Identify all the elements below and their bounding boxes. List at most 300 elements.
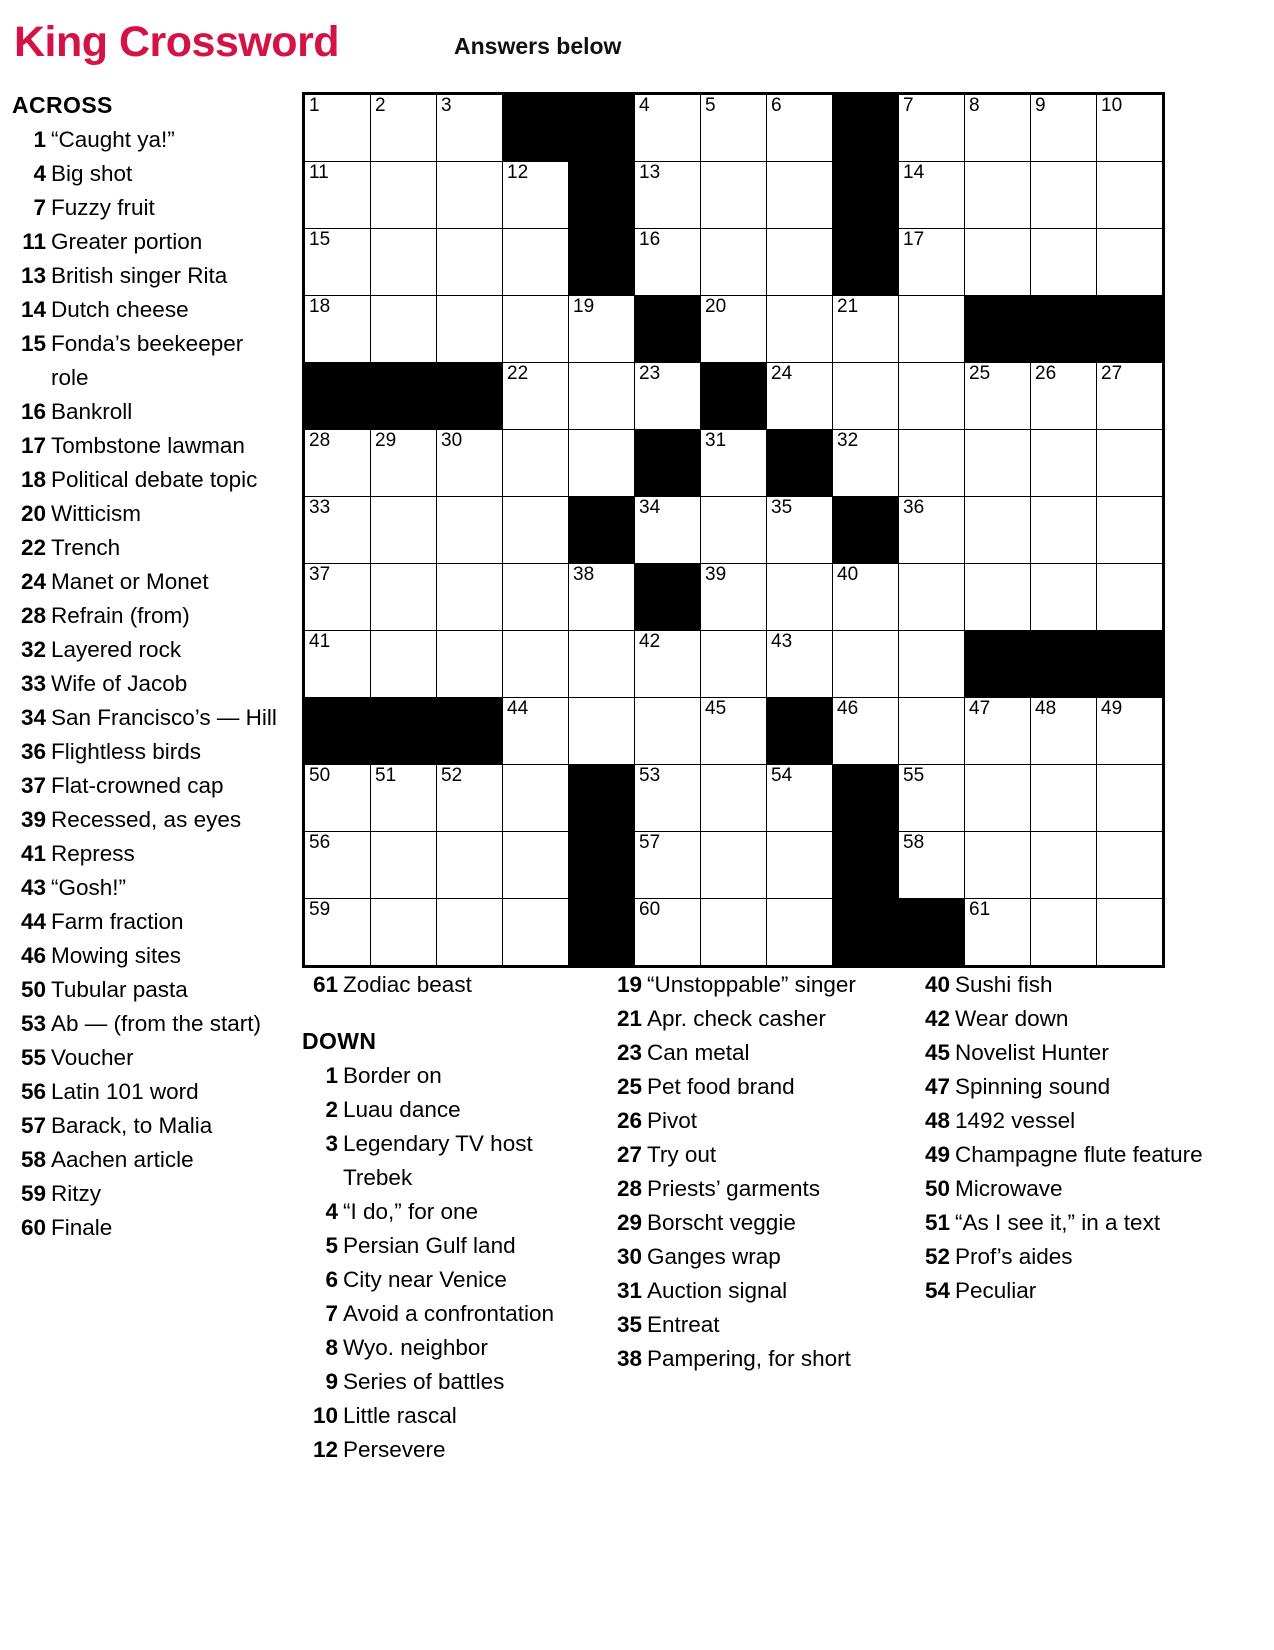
grid-cell[interactable] (371, 765, 437, 832)
grid-cell[interactable] (437, 899, 503, 967)
clue-item (914, 1036, 1214, 1070)
grid-cell[interactable] (1097, 497, 1164, 564)
grid-cell[interactable] (701, 631, 767, 698)
clue-number: 59 (20, 1181, 46, 1206)
grid-cell[interactable] (1097, 94, 1164, 162)
grid-cell[interactable] (701, 899, 767, 967)
grid-cell[interactable] (503, 162, 569, 229)
clue-number: 14 (20, 297, 46, 322)
clue-item (302, 1059, 598, 1093)
grid-cell[interactable] (833, 296, 899, 363)
clue-item (606, 1002, 906, 1036)
grid-cell[interactable] (1031, 564, 1097, 631)
grid-cell[interactable] (437, 564, 503, 631)
grid-row (304, 430, 1164, 497)
grid-cell[interactable] (1097, 899, 1164, 967)
grid-row (304, 162, 1164, 229)
grid-cell-number: 23 (639, 363, 661, 384)
grid-cell-number: 51 (375, 765, 397, 786)
grid-cell[interactable] (833, 631, 899, 698)
grid-row (304, 229, 1164, 296)
grid-cell-number: 29 (375, 430, 397, 451)
clue-item (12, 837, 284, 871)
clue-item (606, 1104, 906, 1138)
grid-cell[interactable] (701, 497, 767, 564)
clue-item (914, 1002, 1214, 1036)
grid-cell[interactable] (899, 832, 965, 899)
grid-cell[interactable] (503, 430, 569, 497)
grid-cell[interactable] (437, 631, 503, 698)
clue-text: Series of battles (343, 1369, 505, 1394)
grid-cell[interactable] (437, 296, 503, 363)
grid-cell[interactable] (371, 296, 437, 363)
clue-number: 23 (616, 1040, 642, 1065)
clue-item (12, 701, 284, 735)
grid-cell[interactable] (371, 94, 437, 162)
grid-cell-block (569, 94, 635, 162)
clue-text: Try out (647, 1142, 717, 1167)
grid-cell-block (304, 698, 371, 765)
clue-item (12, 565, 284, 599)
grid-cell-number: 53 (639, 765, 661, 786)
down-clue-list-part3 (914, 968, 1214, 1308)
grid-cell[interactable] (1097, 832, 1164, 899)
grid-cell-number: 57 (639, 832, 661, 853)
bottom-column-2 (606, 968, 914, 1467)
grid-cell[interactable] (569, 296, 635, 363)
grid-cell-number: 60 (639, 899, 661, 920)
clue-item (302, 1399, 598, 1433)
grid-cell[interactable] (1031, 430, 1097, 497)
clue-item (302, 1195, 598, 1229)
clue-item (302, 1093, 598, 1127)
grid-cell[interactable] (635, 497, 701, 564)
grid-cell[interactable] (371, 430, 437, 497)
clue-text: Flat-crowned cap (51, 773, 224, 798)
clue-item (12, 497, 284, 531)
grid-cell[interactable] (701, 564, 767, 631)
clue-item (914, 1240, 1214, 1274)
bottom-clue-columns (302, 968, 1262, 1467)
grid-cell-number: 33 (309, 497, 331, 518)
grid-cell[interactable] (371, 564, 437, 631)
clue-item (12, 531, 284, 565)
grid-cell[interactable] (371, 631, 437, 698)
grid-cell[interactable] (304, 631, 371, 698)
grid-cell[interactable] (965, 765, 1031, 832)
grid-cell[interactable] (1097, 430, 1164, 497)
grid-cell[interactable] (767, 832, 833, 899)
clue-number: 21 (616, 1006, 642, 1031)
clue-text: Priests’ garments (647, 1176, 820, 1201)
clue-item (914, 968, 1214, 1002)
grid-cell[interactable] (701, 296, 767, 363)
clue-item (302, 1127, 598, 1195)
grid-cell-number: 43 (771, 631, 793, 652)
clue-item (914, 1070, 1214, 1104)
grid-cell[interactable] (569, 564, 635, 631)
grid-cell[interactable] (701, 162, 767, 229)
grid-cell-number: 8 (969, 95, 980, 116)
grid-cell[interactable] (635, 229, 701, 296)
clue-item (302, 1331, 598, 1365)
grid-cell[interactable] (1031, 363, 1097, 430)
grid-cell-number: 44 (507, 698, 529, 719)
grid-cell[interactable] (371, 899, 437, 967)
grid-cell[interactable] (437, 765, 503, 832)
grid-cell[interactable] (965, 363, 1031, 430)
clue-item (12, 871, 284, 905)
clue-item (12, 259, 284, 293)
grid-cell[interactable] (965, 832, 1031, 899)
grid-cell-number: 16 (639, 229, 661, 250)
grid-cell-block (635, 430, 701, 497)
grid-cell[interactable] (1031, 899, 1097, 967)
down-clue-list-part1 (302, 1059, 598, 1467)
clue-text: Pet food brand (647, 1074, 795, 1099)
grid-row (304, 497, 1164, 564)
grid-cell[interactable] (503, 698, 569, 765)
grid-cell[interactable] (767, 497, 833, 564)
clue-number: 24 (20, 569, 46, 594)
grid-cell[interactable] (1097, 698, 1164, 765)
grid-cell[interactable] (437, 430, 503, 497)
clue-number: 35 (616, 1312, 642, 1337)
clue-number: 57 (20, 1113, 46, 1138)
grid-cell[interactable] (1097, 363, 1164, 430)
clue-item (606, 1206, 906, 1240)
bottom-column-3 (914, 968, 1222, 1467)
grid-cell[interactable] (304, 564, 371, 631)
grid-row (304, 94, 1164, 162)
grid-cell[interactable] (503, 631, 569, 698)
grid-cell[interactable] (304, 497, 371, 564)
grid-cell[interactable] (635, 832, 701, 899)
grid-cell[interactable] (767, 899, 833, 967)
across-clue-column (12, 92, 284, 1245)
bottom-column-1 (302, 968, 606, 1467)
grid-cell-number: 27 (1101, 363, 1123, 384)
grid-cell[interactable] (635, 899, 701, 967)
grid-cell-block (833, 229, 899, 296)
grid-cell-number: 15 (309, 229, 331, 250)
grid-cell[interactable] (965, 430, 1031, 497)
clue-text: Voucher (51, 1045, 134, 1070)
clue-text: Fuzzy fruit (51, 195, 155, 220)
grid-cell[interactable] (833, 698, 899, 765)
clue-text: Witticism (51, 501, 141, 526)
grid-cell[interactable] (1097, 564, 1164, 631)
clue-text: Big shot (51, 161, 133, 186)
grid-cell[interactable] (701, 765, 767, 832)
clue-text: “Caught ya!” (51, 127, 175, 152)
grid-cell[interactable] (965, 564, 1031, 631)
grid-cell[interactable] (965, 94, 1031, 162)
grid-cell[interactable] (899, 564, 965, 631)
clue-text: “As I see it,” in a text (955, 1210, 1161, 1235)
grid-cell[interactable] (569, 430, 635, 497)
clue-item (12, 1075, 284, 1109)
grid-cell[interactable] (965, 899, 1031, 967)
clue-item (12, 1177, 284, 1211)
grid-cell[interactable] (503, 296, 569, 363)
grid-cell[interactable] (304, 296, 371, 363)
grid-cell[interactable] (965, 497, 1031, 564)
grid-cell[interactable] (965, 162, 1031, 229)
crossword-grid-wrapper (302, 92, 1165, 968)
clue-number: 19 (616, 972, 642, 997)
grid-cell-number: 22 (507, 363, 529, 384)
grid-cell[interactable] (371, 832, 437, 899)
grid-cell-block (1031, 631, 1097, 698)
clue-text: Border on (343, 1063, 442, 1088)
grid-cell[interactable] (635, 698, 701, 765)
grid-cell[interactable] (437, 162, 503, 229)
grid-cell-number: 55 (903, 765, 925, 786)
clue-item (12, 225, 284, 259)
clue-item (12, 735, 284, 769)
grid-cell-block (503, 94, 569, 162)
clue-number: 45 (924, 1040, 950, 1065)
grid-row (304, 363, 1164, 430)
clue-item (606, 968, 906, 1002)
grid-cell[interactable] (437, 94, 503, 162)
clue-number: 9 (325, 1369, 338, 1394)
grid-cell-number: 28 (309, 430, 331, 451)
grid-cell[interactable] (569, 363, 635, 430)
grid-cell[interactable] (304, 832, 371, 899)
grid-cell-block (965, 296, 1031, 363)
grid-cell[interactable] (833, 363, 899, 430)
clue-text: Persian Gulf land (343, 1233, 516, 1258)
grid-cell-block (437, 363, 503, 430)
grid-cell[interactable] (767, 765, 833, 832)
crossword-grid[interactable] (302, 92, 1165, 968)
grid-cell[interactable] (371, 229, 437, 296)
clue-item (606, 1274, 906, 1308)
grid-cell[interactable] (635, 162, 701, 229)
grid-cell[interactable] (437, 832, 503, 899)
clue-item (606, 1308, 906, 1342)
grid-cell[interactable] (1031, 698, 1097, 765)
grid-cell[interactable] (503, 765, 569, 832)
grid-cell[interactable] (304, 162, 371, 229)
clue-number: 18 (20, 467, 46, 492)
clue-number: 39 (20, 807, 46, 832)
grid-cell-number: 11 (309, 162, 329, 183)
grid-cell-number: 18 (309, 296, 331, 317)
grid-cell[interactable] (767, 564, 833, 631)
grid-cell[interactable] (965, 698, 1031, 765)
clue-item (302, 1229, 598, 1263)
grid-cell[interactable] (503, 564, 569, 631)
grid-cell[interactable] (1097, 765, 1164, 832)
grid-cell-number: 42 (639, 631, 661, 652)
grid-cell-number: 56 (309, 832, 331, 853)
clue-number: 61 (312, 972, 338, 997)
down-heading: DOWN (302, 1028, 377, 1054)
grid-cell-block (965, 631, 1031, 698)
grid-cell[interactable] (965, 229, 1031, 296)
grid-cell-number: 32 (837, 430, 859, 451)
grid-cell[interactable] (899, 229, 965, 296)
grid-cell[interactable] (1031, 832, 1097, 899)
grid-cell[interactable] (1031, 229, 1097, 296)
grid-cell-block (569, 497, 635, 564)
clue-text: Wear down (955, 1006, 1069, 1031)
grid-cell[interactable] (304, 229, 371, 296)
clue-item (12, 327, 284, 395)
grid-cell[interactable] (304, 94, 371, 162)
grid-cell[interactable] (371, 162, 437, 229)
clue-number: 32 (20, 637, 46, 662)
grid-cell[interactable] (767, 94, 833, 162)
grid-cell[interactable] (503, 497, 569, 564)
clue-text: Wyo. neighbor (343, 1335, 488, 1360)
across-clue-list (12, 123, 284, 1245)
clue-text: Bankroll (51, 399, 133, 424)
grid-cell[interactable] (833, 564, 899, 631)
grid-cell[interactable] (701, 229, 767, 296)
grid-cell-number: 19 (573, 296, 595, 317)
clue-number: 2 (325, 1097, 338, 1122)
grid-cell[interactable] (767, 229, 833, 296)
grid-cell-number: 24 (771, 363, 793, 384)
grid-cell-block (833, 899, 899, 967)
clue-number: 56 (20, 1079, 46, 1104)
grid-cell[interactable] (1031, 497, 1097, 564)
grid-cell[interactable] (899, 430, 965, 497)
grid-cell[interactable] (503, 229, 569, 296)
clue-number: 46 (20, 943, 46, 968)
grid-cell-number: 17 (903, 229, 925, 250)
grid-cell[interactable] (1031, 94, 1097, 162)
clue-text: Refrain (from) (51, 603, 190, 628)
grid-cell[interactable] (635, 765, 701, 832)
grid-cell[interactable] (503, 363, 569, 430)
clue-item (12, 1211, 284, 1245)
grid-cell-number: 61 (969, 899, 991, 920)
grid-cell[interactable] (1097, 162, 1164, 229)
clue-number: 28 (616, 1176, 642, 1201)
grid-cell[interactable] (767, 296, 833, 363)
grid-row (304, 765, 1164, 832)
clue-item (914, 1206, 1214, 1240)
clue-item (12, 463, 284, 497)
clue-item (12, 395, 284, 429)
clue-number: 16 (20, 399, 46, 424)
grid-cell[interactable] (437, 497, 503, 564)
clue-text: Mowing sites (51, 943, 182, 968)
grid-cell-block (899, 899, 965, 967)
clue-number: 29 (616, 1210, 642, 1235)
clue-item (12, 1143, 284, 1177)
clue-text: Luau dance (343, 1097, 461, 1122)
clue-number: 44 (20, 909, 46, 934)
grid-cell-number: 1 (309, 95, 320, 116)
clue-number: 10 (312, 1403, 338, 1428)
grid-cell[interactable] (701, 94, 767, 162)
grid-cell[interactable] (503, 832, 569, 899)
grid-cell-block (371, 698, 437, 765)
grid-cell-number: 46 (837, 698, 859, 719)
grid-cell[interactable] (437, 229, 503, 296)
grid-cell[interactable] (899, 765, 965, 832)
grid-cell[interactable] (899, 94, 965, 162)
clue-number: 52 (924, 1244, 950, 1269)
grid-cell-number: 25 (969, 363, 991, 384)
across-tail-list (302, 968, 598, 1002)
grid-cell-number: 50 (309, 765, 331, 786)
grid-cell[interactable] (833, 430, 899, 497)
clue-item (302, 1365, 598, 1399)
clue-text: Ab — (from the start) (51, 1011, 262, 1036)
grid-cell[interactable] (1031, 162, 1097, 229)
clue-text: Zodiac beast (343, 972, 472, 997)
grid-cell[interactable] (1031, 765, 1097, 832)
clue-number: 26 (616, 1108, 642, 1133)
grid-cell[interactable] (569, 698, 635, 765)
clue-number: 1 (325, 1063, 338, 1088)
grid-cell-number: 40 (837, 564, 859, 585)
grid-cell[interactable] (503, 899, 569, 967)
clue-text: Prof’s aides (955, 1244, 1073, 1269)
grid-cell[interactable] (304, 899, 371, 967)
grid-cell[interactable] (767, 363, 833, 430)
grid-cell[interactable] (635, 94, 701, 162)
clue-number: 1 (33, 127, 46, 152)
clue-text: Champagne flute feature (955, 1142, 1203, 1167)
grid-cell[interactable] (569, 631, 635, 698)
grid-cell[interactable] (635, 363, 701, 430)
grid-cell-number: 9 (1035, 95, 1046, 116)
grid-cell[interactable] (899, 363, 965, 430)
clue-text: Greater portion (51, 229, 203, 254)
grid-cell[interactable] (899, 162, 965, 229)
clue-text: Pivot (647, 1108, 698, 1133)
grid-cell-number: 2 (375, 95, 386, 116)
grid-cell-number: 52 (441, 765, 463, 786)
grid-cell-number: 21 (837, 296, 859, 317)
grid-cell-block (635, 564, 701, 631)
page-title: King Crossword (14, 18, 340, 66)
grid-cell[interactable] (304, 430, 371, 497)
grid-cell[interactable] (899, 631, 965, 698)
grid-cell[interactable] (899, 497, 965, 564)
grid-cell-number: 36 (903, 497, 925, 518)
grid-cell[interactable] (1097, 229, 1164, 296)
grid-cell[interactable] (899, 698, 965, 765)
clue-text: Finale (51, 1215, 113, 1240)
clue-text: Entreat (647, 1312, 720, 1337)
clue-item (606, 1240, 906, 1274)
grid-cell-block (569, 229, 635, 296)
grid-cell-number: 47 (969, 698, 991, 719)
grid-cell[interactable] (371, 497, 437, 564)
grid-cell-number: 10 (1101, 95, 1123, 116)
clue-text: Pampering, for short (647, 1346, 851, 1371)
grid-cell[interactable] (304, 765, 371, 832)
grid-cell[interactable] (899, 296, 965, 363)
grid-cell[interactable] (701, 832, 767, 899)
grid-cell[interactable] (635, 631, 701, 698)
grid-cell[interactable] (767, 162, 833, 229)
grid-cell[interactable] (701, 430, 767, 497)
grid-cell[interactable] (767, 631, 833, 698)
clue-number: 42 (924, 1006, 950, 1031)
clue-text: Tubular pasta (51, 977, 188, 1002)
grid-cell[interactable] (701, 698, 767, 765)
